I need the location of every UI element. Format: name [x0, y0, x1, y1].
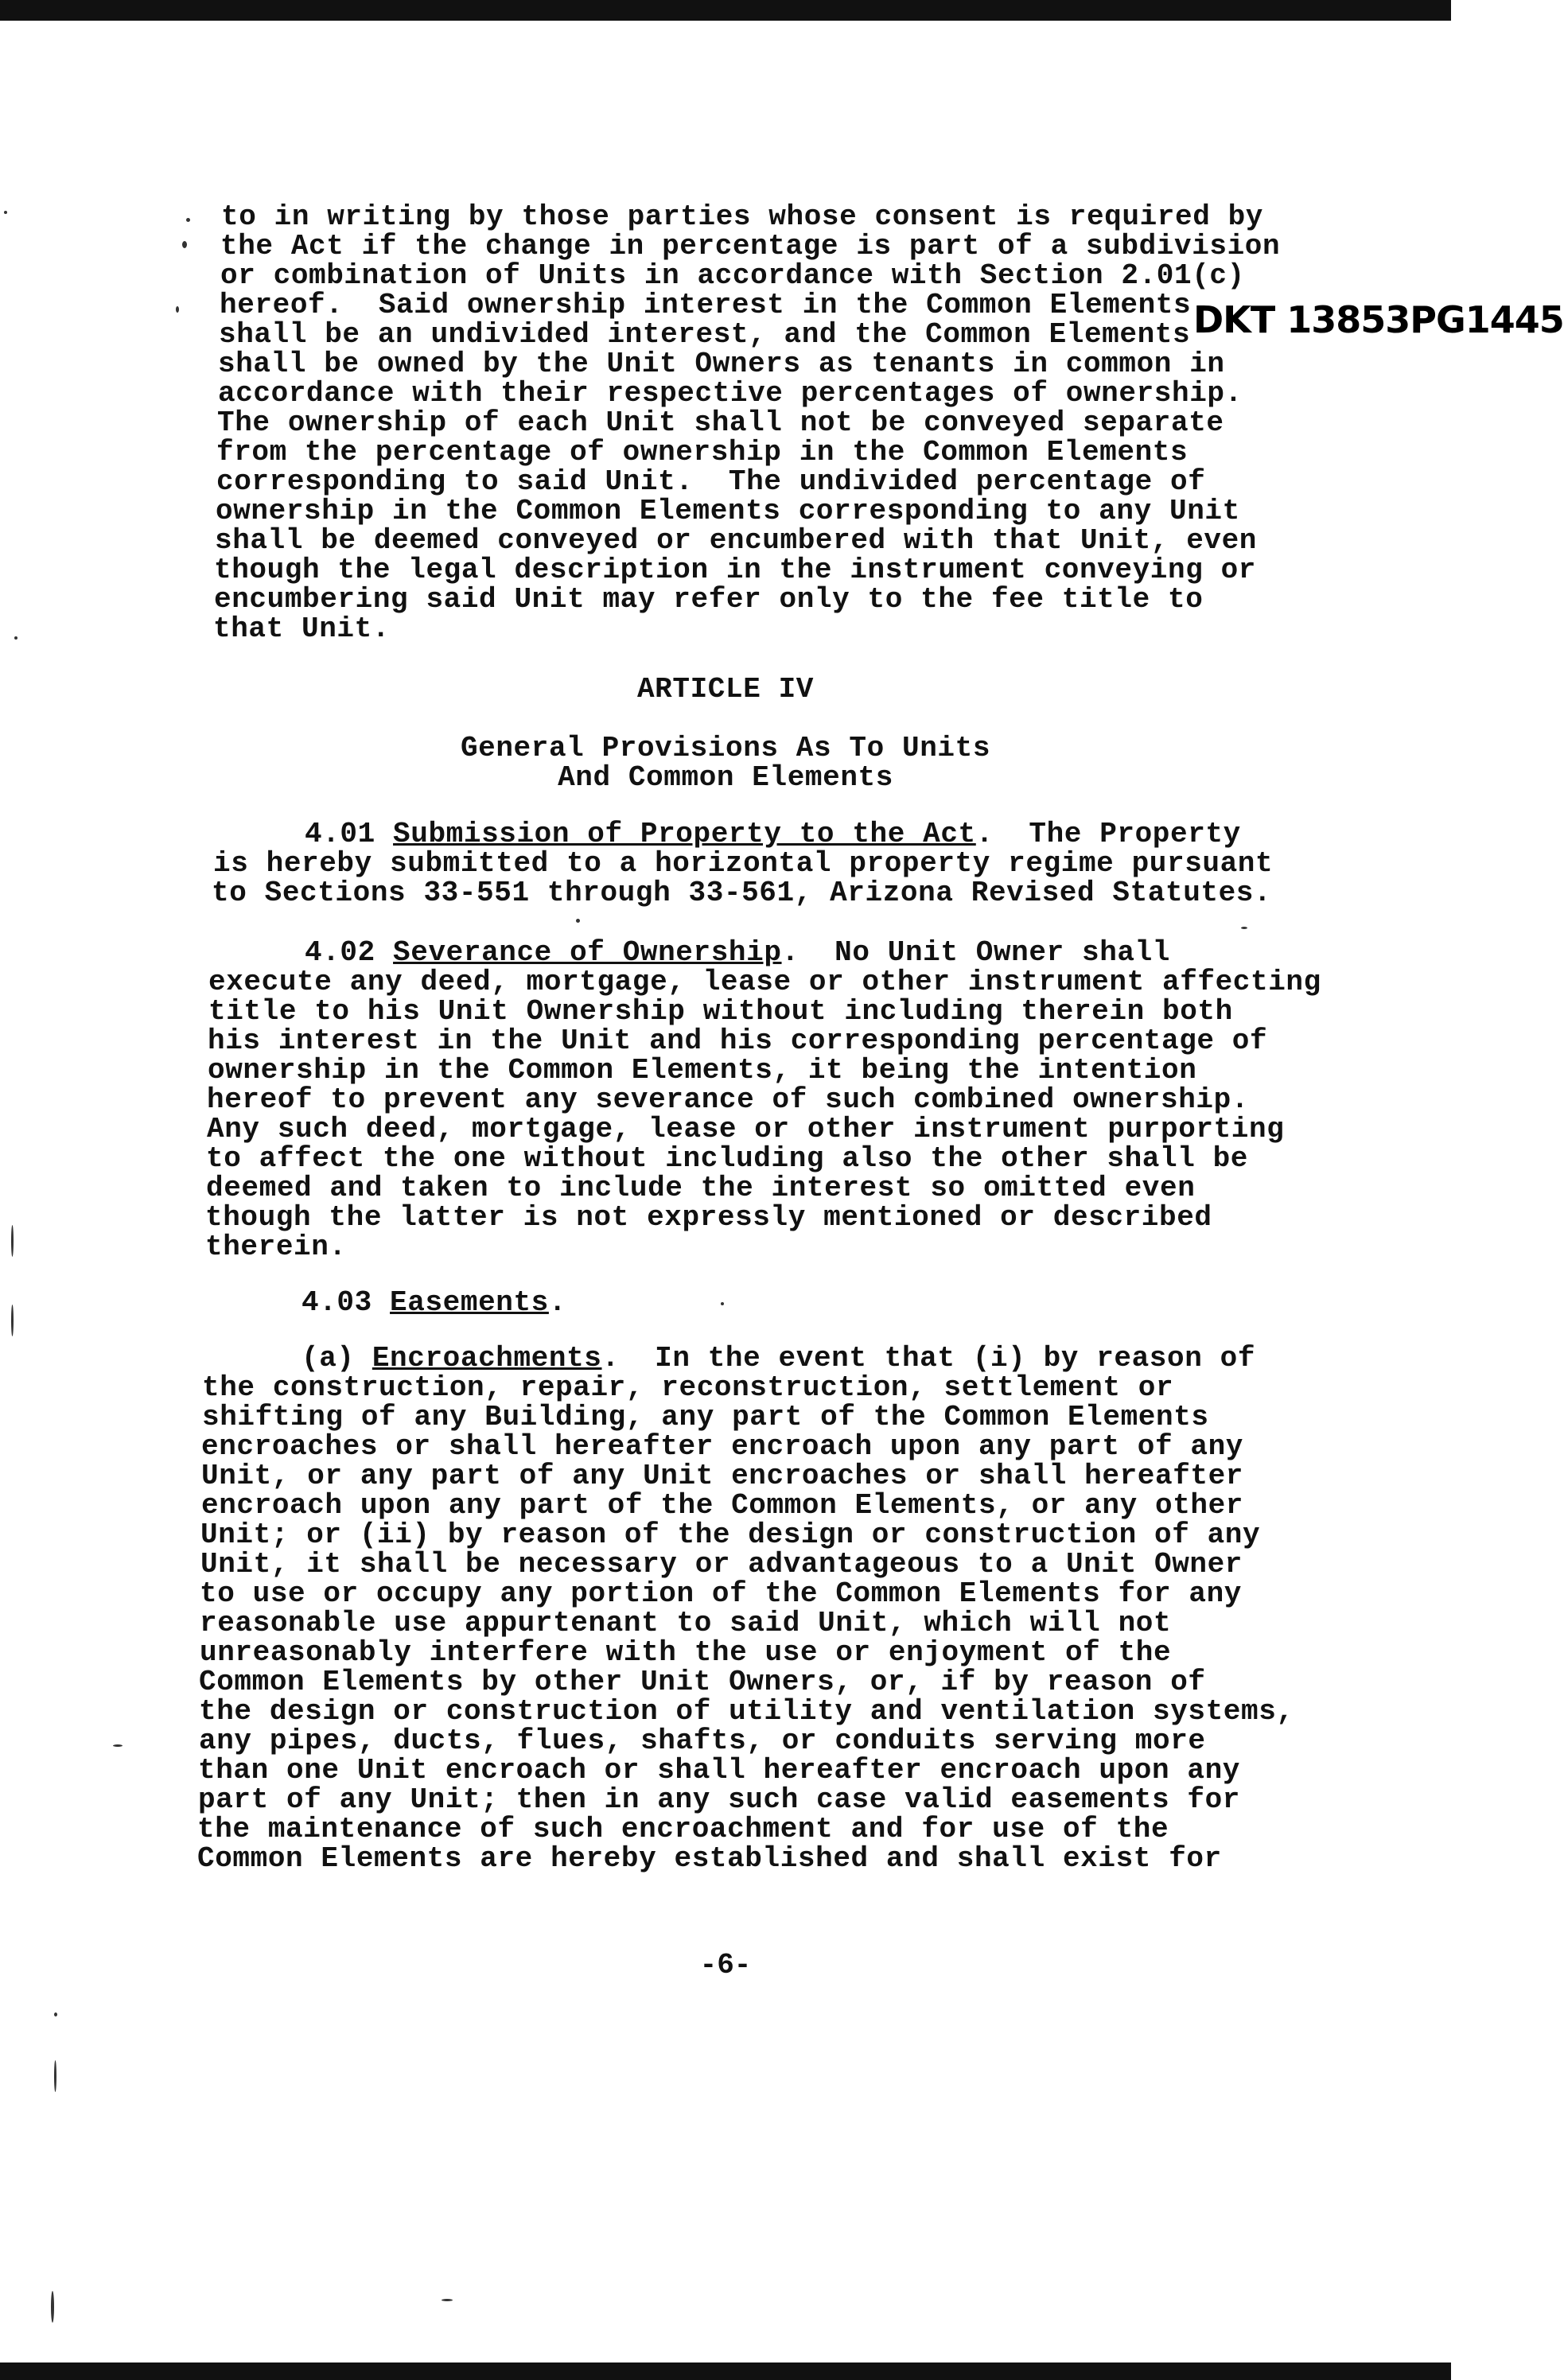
text-line: any pipes, ducts, flues, shafts, or conduits serving more	[199, 1725, 1206, 1757]
text-line: ownership in the Common Elements, it being the intention	[208, 1054, 1197, 1087]
text-line: The ownership of each Unit shall not be conveyed separate	[217, 406, 1224, 439]
section-heading: Severance of Ownership	[393, 936, 782, 969]
text-line: execute any deed, mortgage, lease or other instrument affecting	[208, 966, 1321, 998]
text-line: title to his Unit Ownership without including therein both	[208, 995, 1233, 1028]
text-line: Any such deed, mortgage, lease or other instrument purporting	[207, 1113, 1285, 1145]
text-line: is hereby submitted to a horizontal property regime pursuant	[213, 847, 1274, 880]
scan-top-border	[0, 0, 1451, 21]
text-line: therein.	[205, 1231, 347, 1263]
text-line: to Sections 33-551 through 33-561, Arizona Revised Statutes.	[212, 877, 1272, 909]
text-line: shall be an undivided interest, and the Common Elements	[219, 318, 1191, 351]
scan-speck	[14, 636, 18, 640]
text-line: unreasonably interfere with the use or enjoyment of the	[200, 1636, 1172, 1669]
text-line: shall be owned by the Unit Owners as tenants in common in	[218, 348, 1225, 380]
text-line: deemed and taken to include the interest so omitted even	[206, 1172, 1196, 1204]
text-line: Common Elements by other Unit Owners, or, if by reason of	[199, 1666, 1206, 1698]
text-line: the design or construction of utility and ventilation systems,	[199, 1695, 1294, 1728]
subsection-label: (a)	[302, 1342, 355, 1375]
text-line: his interest in the Unit and his corresponding percentage of	[208, 1025, 1268, 1057]
section-heading: Easements	[390, 1286, 549, 1319]
scan-speck	[113, 1744, 123, 1747]
text-line: shifting of any Building, any part of the Common Elements	[202, 1401, 1209, 1433]
section-4-02-heading-line	[305, 936, 1171, 969]
section-text: . No Unit Owner shall	[781, 936, 1171, 969]
text-line: accordance with their respective percentages of ownership.	[218, 377, 1243, 410]
scan-speck	[182, 241, 187, 248]
text-line: encroaches or shall hereafter encroach upon any part of any	[201, 1430, 1244, 1463]
scan-speck	[54, 2060, 56, 2092]
docket-stamp: DKT 13853PG1445	[1193, 298, 1564, 341]
section-text: .	[548, 1286, 567, 1319]
text-line: or combination of Units in accordance with Section 2.01(c)	[220, 259, 1245, 292]
text-line: to affect the one without including also the other shall be	[206, 1142, 1249, 1175]
section-4-01-heading-line	[305, 820, 1241, 849]
scan-speck	[11, 1225, 14, 1257]
scan-speck	[186, 218, 190, 222]
section-number: 4.02	[305, 936, 375, 969]
subsection-heading: Encroachments	[372, 1342, 602, 1375]
text-line: the construction, repair, reconstruction, settlement or	[202, 1371, 1174, 1404]
text-line: though the latter is not expressly mentioned or described	[205, 1201, 1212, 1234]
text-line: though the legal description in the instrument conveying or	[214, 554, 1257, 586]
scan-speck	[442, 2299, 453, 2301]
text-line: part of any Unit; then in any such case valid easements for	[198, 1783, 1241, 1816]
article-title-line-1: General Provisions As To Units	[460, 732, 991, 764]
subsection-text: . In the event that (i) by reason of	[601, 1342, 1256, 1375]
scan-speck	[1241, 927, 1247, 929]
scan-speck	[721, 1302, 724, 1305]
text-line: the maintenance of such encroachment and for use of the	[197, 1813, 1169, 1845]
text-line: ownership in the Common Elements corresponding to any Unit	[216, 495, 1240, 527]
page-number: -6-	[699, 1949, 752, 1981]
text-line: encroach upon any part of the Common Elements, or any other	[201, 1489, 1244, 1522]
text-line: to use or occupy any portion of the Common Elements for any	[200, 1577, 1243, 1610]
text-line: encumbering said Unit may refer only to the fee title to	[214, 583, 1204, 616]
section-heading: Submission of Property to the Act	[393, 818, 976, 850]
section-4-03a-heading-line	[302, 1344, 1255, 1373]
text-line: the Act if the change in percentage is part of a subdivision	[220, 230, 1281, 262]
text-line: corresponding to said Unit. The undivided percentage of	[216, 465, 1206, 498]
text-line: Unit, it shall be necessary or advantageous to a Unit Owner	[200, 1548, 1243, 1581]
scan-speck	[576, 919, 580, 923]
text-line: hereof to prevent any severance of such combined ownership.	[207, 1083, 1250, 1116]
section-text: . The Property	[975, 818, 1241, 850]
text-line: from the percentage of ownership in the Common Elements	[216, 436, 1189, 469]
text-line: to in writing by those parties whose consent is required by	[221, 200, 1264, 233]
scan-speck	[11, 1305, 14, 1336]
text-line: hereof. Said ownership interest in the Common Elements	[220, 289, 1192, 321]
text-line: Unit; or (ii) by reason of the design or construction of any	[200, 1519, 1261, 1551]
scan-speck	[51, 2291, 54, 2323]
scan-speck	[4, 211, 7, 214]
article-heading: ARTICLE IV	[636, 673, 815, 706]
article-title-line-2: And Common Elements	[558, 761, 893, 794]
section-4-03-heading-line	[302, 1286, 567, 1319]
text-line: than one Unit encroach or shall hereafter encroach upon any	[198, 1754, 1241, 1787]
scan-speck	[176, 306, 179, 313]
text-line: Common Elements are hereby established and shall exist for	[197, 1842, 1222, 1875]
text-line: reasonable use appurtenant to said Unit, which will not	[200, 1607, 1172, 1639]
text-line: that Unit.	[213, 612, 391, 645]
text-line: Unit, or any part of any Unit encroaches or shall hereafter	[201, 1460, 1244, 1492]
section-number: 4.03	[302, 1286, 372, 1319]
scan-bottom-border	[0, 2362, 1451, 2380]
scan-speck	[54, 2012, 57, 2016]
section-number: 4.01	[305, 818, 375, 850]
text-line: shall be deemed conveyed or encumbered with that Unit, even	[215, 524, 1258, 557]
